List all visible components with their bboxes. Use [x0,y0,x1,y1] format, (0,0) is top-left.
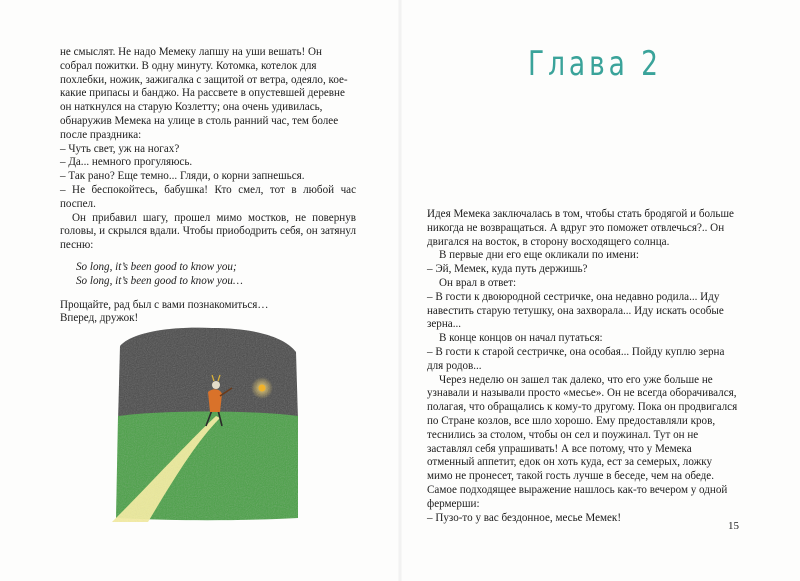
farewell-line: Вперед, дружок! [60,312,139,325]
dialogue-line: – В гости к двоюродной сестричке, она недавно родила... Иду навестить старую тетушку, она захворала... Иду искать особые зерна... [427,290,724,331]
goat-walking-illustration [112,322,300,522]
dialogue-line: – В гости к старой сестричке, она особая... Пойду куплю зерна для родов... [427,345,725,372]
dialogue-line: – Да... немного прогуляюсь. [60,156,193,169]
paragraph: Он прибавил шагу, прошел мимо мостков, не повернув головы, и скрылся вдали. Чтобы приободрить себя, он затянул песню: [60,211,356,252]
dialogue-line: – Чуть свет, уж на ногах? [60,142,180,155]
right-page [400,0,800,581]
paragraph: В конце концов он начал путаться: [439,332,603,345]
night-sky [118,328,298,422]
page-number: 15 [728,520,739,532]
lantern [259,385,266,392]
song-line: So long, it’s been good to know you… [76,274,243,287]
dialogue-line: – Так рано? Еще темно... Гляди, о корни запнешься. [60,170,305,183]
paragraph: Он врал в ответ: [439,276,517,289]
chapter-title: Глава 2 [528,44,662,84]
left-page-text [60,46,356,326]
dialogue-line: – Пузо-то у вас бездонное, месье Мемек! [427,511,622,524]
paragraph: Идея Мемека заключалась в том, чтобы стать бродягой и больше никогда не возвращаться. А вдруг это поможет отвлечься?.. Он двигался на восток, в сторону восходящего солнца. [427,208,734,248]
paragraph: В первые дни его еще окликали по имени: [439,249,639,262]
dialogue-line: – Не беспокойтесь, бабушка! Кто смел, тот в любой час поспел. [60,183,356,210]
farewell-line: Прощайте, рад был с вами познакомиться… [60,298,269,311]
dialogue-line: – Эй, Мемек, куда путь держишь? [427,263,588,276]
paragraph: не смыслят. Не надо Мемеку лапшу на уши вешать! Он собрал пожитки. В одну минуту. Котомка, котелок для похлебки, ножик, зажигалка с защитой от ветра, одеяло, кое-какие припасы и банджо. На рассвете в опустевшей деревне он наткнулся на старую Козлетту; она очень удивилась, обнаружив Мемека на улице в столь ранний час, тем более после праздника: [60,46,348,141]
right-page-text [427,208,739,525]
song-lyrics [76,261,356,289]
paragraph: Через неделю он зашел так далеко, что его уже больше не узнавали и называли просто «месье». Он не всегда оборачивался, полагая, что обращались к кому-то другому. Пока он продвигался по Стране козлов, все шло хорошо. Ему предоставляли кров, теснились за столом, чтобы он сел и поужинал. Тут он не заставлял себя упрашивать! А все потому, что у Мемека отменный аппетит, едок он хоть куда, ест за семерых, ложку мимо не пронесет, такой гость лучше в беседе, чем на обеде. Самое подходящее выражение нашлось как-то вечером у одной фермерши: [427,373,738,510]
song-line: So long, it’s been good to know you; [76,260,237,273]
